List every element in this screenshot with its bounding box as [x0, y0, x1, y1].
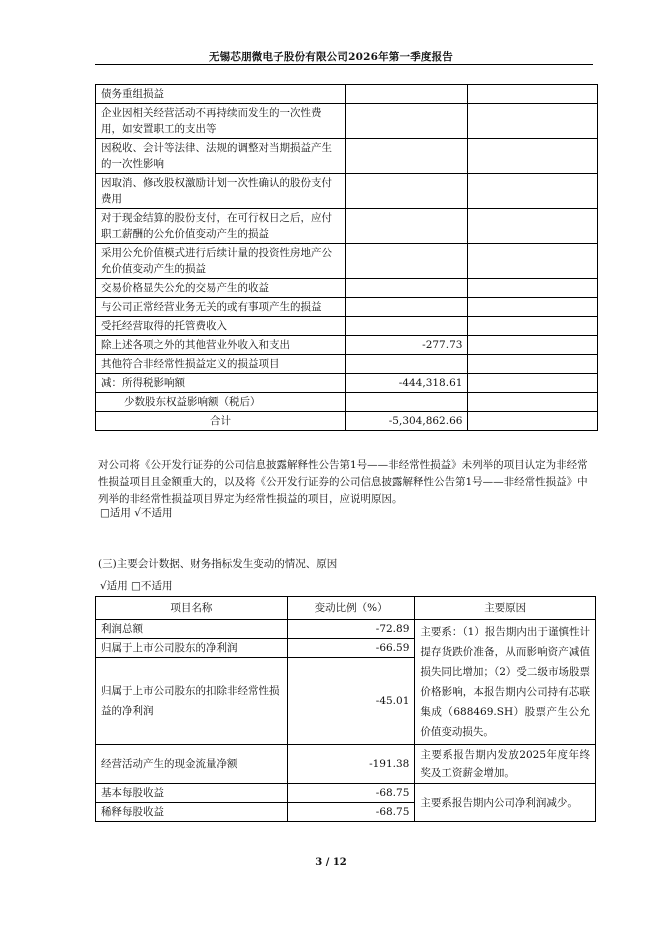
change-ratio: -68.75 — [287, 784, 415, 803]
item-label: 与公司正常经营业务无关的或有事项产生的损益 — [96, 298, 346, 317]
amount-cell: -444,318.61 — [345, 374, 467, 393]
note-cell — [468, 104, 598, 139]
item-label: 减：所得税影响额 — [96, 374, 346, 393]
item-label: 采用公允价值模式进行后续计量的投资性房地产公允价值变动产生的损益 — [96, 244, 346, 279]
table-row — [96, 336, 598, 355]
amount-cell: -5,304,862.66 — [345, 412, 467, 431]
indicator-change-table — [95, 596, 596, 822]
table-row — [96, 620, 596, 639]
reason-eps: 主要系报告期内公司净利润减少。 — [415, 784, 596, 822]
table-row — [96, 298, 598, 317]
note-cell — [468, 393, 598, 412]
non-recurring-items-body — [96, 85, 598, 431]
header-item-name: 项目名称 — [96, 597, 288, 620]
note-cell — [468, 174, 598, 209]
note-cell — [468, 317, 598, 336]
applicability-checkbox-1: □适用 √不适用 — [100, 507, 173, 519]
table-row — [96, 174, 598, 209]
header-change-ratio: 变动比例（%） — [287, 597, 415, 620]
amount-cell — [345, 279, 467, 298]
item-name: 归属于上市公司股东的净利润 — [96, 639, 288, 658]
item-label: 企业因相关经营活动不再持续而发生的一次性费用，如安置职工的支出等 — [96, 104, 346, 139]
change-ratio: -72.89 — [287, 620, 415, 639]
table-row — [96, 104, 598, 139]
table-row — [96, 317, 598, 336]
item-name: 归属于上市公司股东的扣除非经常性损益的净利润 — [96, 658, 288, 745]
amount-cell — [345, 85, 467, 104]
item-label: 因税收、会计等法律、法规的调整对当期损益产生的一次性影响 — [96, 139, 346, 174]
note-cell — [468, 139, 598, 174]
item-name: 稀释每股收益 — [96, 803, 288, 822]
amount-cell — [345, 317, 467, 336]
amount-cell — [345, 104, 467, 139]
amount-cell — [345, 355, 467, 374]
change-ratio: -66.59 — [287, 639, 415, 658]
amount-cell — [345, 139, 467, 174]
table-row — [96, 244, 598, 279]
item-name: 经营活动产生的现金流量净额 — [96, 745, 288, 784]
amount-cell — [345, 393, 467, 412]
table-row — [96, 139, 598, 174]
amount-cell — [345, 244, 467, 279]
table-row — [96, 784, 596, 803]
applicability-checkbox-2: √适用 □不适用 — [100, 580, 173, 592]
item-label: 少数股东权益影响额（税后） — [96, 393, 346, 412]
table-row — [96, 412, 598, 431]
note-cell — [468, 412, 598, 431]
item-label: 其他符合非经常性损益定义的损益项目 — [96, 355, 346, 374]
reason-profit: 主要系：（1）报告期内出于谨慎性计提存货跌价准备，从而影响资产减值损失同比增加；（2）受二级市场股票价格影响，本报告期内公司持有芯联集成（688469.SH）股票产生公允价值变动损失。 — [415, 620, 596, 745]
page-header-title: 无锡芯朋微电子股份有限公司2026年第一季度报告 — [208, 51, 454, 63]
note-cell — [468, 298, 598, 317]
table-row — [96, 279, 598, 298]
note-cell — [468, 336, 598, 355]
note-cell — [468, 209, 598, 244]
table-row — [96, 355, 598, 374]
note-cell — [468, 374, 598, 393]
note-cell — [468, 85, 598, 104]
item-label: 因取消、修改股权激励计划一次性确认的股份支付费用 — [96, 174, 346, 209]
non-recurring-items-table — [95, 84, 598, 431]
table-row — [96, 374, 598, 393]
page-number: 3 / 12 — [315, 857, 347, 868]
amount-cell: -277.73 — [345, 336, 467, 355]
section-title: (三)主要会计数据、财务指标发生变动的情况、原因 — [98, 558, 338, 570]
reason-cashflow: 主要系报告期内发放2025年度年终奖及工资薪金增加。 — [415, 745, 596, 784]
explanation-paragraph: 对公司将《公开发行证券的公司信息披露解释性公告第1号——非经常性损益》未列举的项目认定为非经常性损益项目且金额重大的，以及将《公开发行证券的公司信息披露解释性公告第1号——非经常性损益》中列举的非经常性损益项目界定为经常性损益的项目，应说明原因。 — [98, 459, 588, 505]
item-label: 交易价格显失公允的交易产生的收益 — [96, 279, 346, 298]
change-ratio: -45.01 — [287, 658, 415, 745]
table-row — [96, 209, 598, 244]
note-cell — [468, 355, 598, 374]
note-cell — [468, 244, 598, 279]
item-name: 利润总额 — [96, 620, 288, 639]
table-header-row — [96, 597, 596, 620]
item-name: 基本每股收益 — [96, 784, 288, 803]
amount-cell — [345, 209, 467, 244]
amount-cell — [345, 298, 467, 317]
table-row — [96, 393, 598, 412]
table-row — [96, 85, 598, 104]
header-rule — [95, 64, 593, 65]
change-ratio: -68.75 — [287, 803, 415, 822]
item-label: 除上述各项之外的其他营业外收入和支出 — [96, 336, 346, 355]
item-label: 受托经营取得的托管费收入 — [96, 317, 346, 336]
item-label: 合计 — [96, 412, 346, 431]
header-main-reason: 主要原因 — [415, 597, 596, 620]
item-label: 债务重组损益 — [96, 85, 346, 104]
note-cell — [468, 279, 598, 298]
amount-cell — [345, 174, 467, 209]
table-row — [96, 745, 596, 784]
change-ratio: -191.38 — [287, 745, 415, 784]
item-label: 对于现金结算的股份支付，在可行权日之后，应付职工薪酬的公允价值变动产生的损益 — [96, 209, 346, 244]
